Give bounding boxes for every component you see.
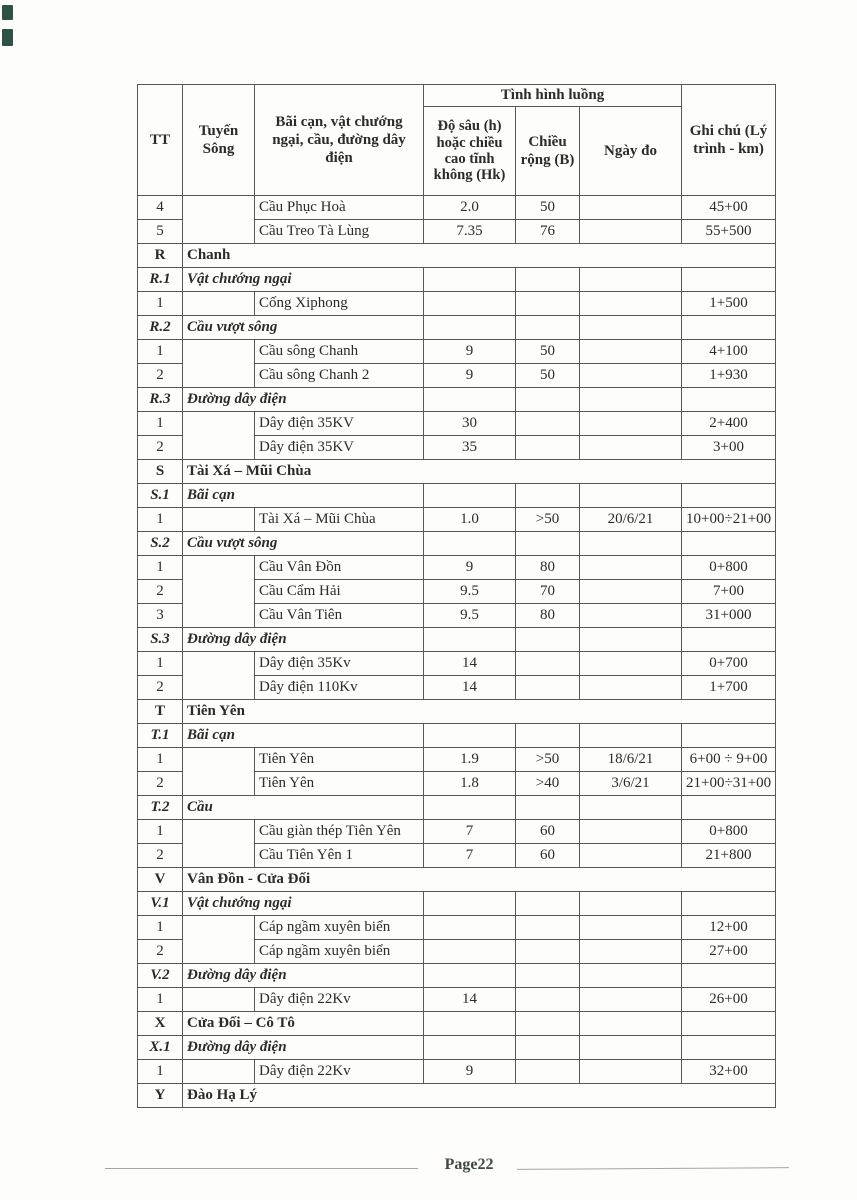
empty-cell xyxy=(682,1012,776,1036)
item-index: 1 xyxy=(138,556,183,580)
depth-value: 14 xyxy=(424,988,516,1012)
empty-cell xyxy=(424,1012,516,1036)
section-index: R.3 xyxy=(138,388,183,412)
depth-value: 14 xyxy=(424,652,516,676)
obstacle-name: Cầu Vân Tiên xyxy=(255,604,424,628)
obstacle-name: Cống Xiphong xyxy=(255,292,424,316)
width-value: 50 xyxy=(516,340,580,364)
section-index: T.1 xyxy=(138,724,183,748)
section-title: Cầu vượt sông xyxy=(183,532,424,556)
width-value xyxy=(516,412,580,436)
empty-cell xyxy=(516,532,580,556)
note-value: 1+930 xyxy=(682,364,776,388)
route-cell xyxy=(183,196,255,244)
date-value: 18/6/21 xyxy=(580,748,682,772)
empty-cell xyxy=(424,532,516,556)
section-title: Bãi cạn xyxy=(183,724,424,748)
obstacle-name: Cầu Vân Đồn xyxy=(255,556,424,580)
date-value xyxy=(580,916,682,940)
width-value xyxy=(516,916,580,940)
item-index: 2 xyxy=(138,436,183,460)
obstacle-name: Dây điện 22Kv xyxy=(255,988,424,1012)
section-title: Đường dây điện xyxy=(183,388,424,412)
date-value xyxy=(580,412,682,436)
obstacle-name: Cáp ngầm xuyên biển xyxy=(255,916,424,940)
subsection-row xyxy=(138,1036,776,1060)
item-row xyxy=(138,556,776,580)
depth-value: 2.0 xyxy=(424,196,516,220)
note-value: 26+00 xyxy=(682,988,776,1012)
item-row xyxy=(138,292,776,316)
date-value xyxy=(580,436,682,460)
section-title: Tài Xá – Mũi Chùa xyxy=(183,460,776,484)
empty-cell xyxy=(424,964,516,988)
empty-cell xyxy=(682,964,776,988)
section-title: Vật chướng ngại xyxy=(183,892,424,916)
depth-value: 9 xyxy=(424,364,516,388)
empty-cell xyxy=(424,796,516,820)
width-value xyxy=(516,940,580,964)
date-value xyxy=(580,676,682,700)
item-index: 2 xyxy=(138,580,183,604)
section-title: Vân Đồn - Cửa Đối xyxy=(183,868,776,892)
subsection-row xyxy=(138,724,776,748)
width-value: 60 xyxy=(516,820,580,844)
item-index: 1 xyxy=(138,916,183,940)
obstacle-name: Cầu sông Chanh 2 xyxy=(255,364,424,388)
section-index: V.2 xyxy=(138,964,183,988)
empty-cell xyxy=(516,316,580,340)
route-cell xyxy=(183,556,255,628)
note-value: 7+00 xyxy=(682,580,776,604)
empty-cell xyxy=(424,892,516,916)
empty-cell xyxy=(682,628,776,652)
date-value: 3/6/21 xyxy=(580,772,682,796)
footer-rule-right xyxy=(517,1167,789,1170)
width-value xyxy=(516,988,580,1012)
subsection-row xyxy=(138,268,776,292)
width-value xyxy=(516,436,580,460)
channel-status-table xyxy=(137,84,776,1108)
depth-value: 7.35 xyxy=(424,220,516,244)
header-tuyen-song: Tuyến Sông xyxy=(183,85,255,196)
obstacle-name: Cầu Tiên Yên 1 xyxy=(255,844,424,868)
note-value: 6+00 ÷ 9+00 xyxy=(682,748,776,772)
item-index: 3 xyxy=(138,604,183,628)
date-value xyxy=(580,1060,682,1084)
depth-value: 9.5 xyxy=(424,580,516,604)
item-index: 1 xyxy=(138,412,183,436)
date-value xyxy=(580,988,682,1012)
item-row xyxy=(138,820,776,844)
note-value: 1+500 xyxy=(682,292,776,316)
empty-cell xyxy=(682,316,776,340)
item-index: 1 xyxy=(138,508,183,532)
section-index: Y xyxy=(138,1084,183,1108)
section-title: Cầu xyxy=(183,796,424,820)
section-index: S.3 xyxy=(138,628,183,652)
subsection-row xyxy=(138,892,776,916)
note-value: 31+000 xyxy=(682,604,776,628)
date-value xyxy=(580,604,682,628)
section-index: V xyxy=(138,868,183,892)
depth-value xyxy=(424,292,516,316)
depth-value: 1.9 xyxy=(424,748,516,772)
empty-cell xyxy=(424,484,516,508)
empty-cell xyxy=(516,628,580,652)
item-row xyxy=(138,1060,776,1084)
item-row xyxy=(138,340,776,364)
note-value: 2+400 xyxy=(682,412,776,436)
route-cell xyxy=(183,508,255,532)
item-row xyxy=(138,412,776,436)
section-title: Bãi cạn xyxy=(183,484,424,508)
item-index: 1 xyxy=(138,1060,183,1084)
section-index: R.1 xyxy=(138,268,183,292)
date-value xyxy=(580,292,682,316)
item-index: 1 xyxy=(138,820,183,844)
item-index: 1 xyxy=(138,292,183,316)
item-index: 2 xyxy=(138,676,183,700)
note-value: 10+00÷21+00 xyxy=(682,508,776,532)
section-row xyxy=(138,868,776,892)
note-value: 21+00÷31+00 xyxy=(682,772,776,796)
section-title: Đường dây điện xyxy=(183,1036,424,1060)
empty-cell xyxy=(682,268,776,292)
width-value xyxy=(516,1060,580,1084)
item-row xyxy=(138,196,776,220)
empty-cell xyxy=(424,268,516,292)
empty-cell xyxy=(580,268,682,292)
empty-cell xyxy=(580,796,682,820)
date-value xyxy=(580,364,682,388)
empty-cell xyxy=(516,964,580,988)
item-row xyxy=(138,508,776,532)
obstacle-name: Cầu sông Chanh xyxy=(255,340,424,364)
route-cell xyxy=(183,340,255,388)
empty-cell xyxy=(516,724,580,748)
depth-value: 1.0 xyxy=(424,508,516,532)
obstacle-name: Cầu Cẩm Hải xyxy=(255,580,424,604)
section-title: Tiên Yên xyxy=(183,700,776,724)
width-value xyxy=(516,652,580,676)
subsection-row xyxy=(138,532,776,556)
date-value xyxy=(580,220,682,244)
item-row xyxy=(138,652,776,676)
width-value: >50 xyxy=(516,508,580,532)
route-cell xyxy=(183,748,255,796)
width-value: 80 xyxy=(516,556,580,580)
date-value xyxy=(580,580,682,604)
date-value xyxy=(580,196,682,220)
note-value: 45+00 xyxy=(682,196,776,220)
obstacle-name: Dây điện 22Kv xyxy=(255,1060,424,1084)
section-index: T.2 xyxy=(138,796,183,820)
table-body xyxy=(138,196,776,1108)
empty-cell xyxy=(424,316,516,340)
date-value xyxy=(580,340,682,364)
item-index: 1 xyxy=(138,748,183,772)
item-row xyxy=(138,988,776,1012)
obstacle-name: Dây điện 110Kv xyxy=(255,676,424,700)
section-row xyxy=(138,244,776,268)
footer-rule-left xyxy=(105,1168,418,1169)
route-cell xyxy=(183,292,255,316)
width-value: 60 xyxy=(516,844,580,868)
empty-cell xyxy=(580,316,682,340)
empty-cell xyxy=(580,628,682,652)
empty-cell xyxy=(682,532,776,556)
width-value xyxy=(516,676,580,700)
width-value: >40 xyxy=(516,772,580,796)
date-value xyxy=(580,556,682,580)
route-cell xyxy=(183,916,255,964)
route-cell xyxy=(183,652,255,700)
item-index: 2 xyxy=(138,844,183,868)
empty-cell xyxy=(682,484,776,508)
note-value: 4+100 xyxy=(682,340,776,364)
depth-value: 1.8 xyxy=(424,772,516,796)
empty-cell xyxy=(516,796,580,820)
width-value: 80 xyxy=(516,604,580,628)
page-footer xyxy=(0,1152,857,1192)
subsection-row xyxy=(138,388,776,412)
header-bai-can: Bãi cạn, vật chướng ngại, cầu, đường dây điện xyxy=(255,85,424,196)
note-value: 12+00 xyxy=(682,916,776,940)
scan-mark-icon xyxy=(2,5,13,20)
depth-value: 9 xyxy=(424,1060,516,1084)
subsection-row xyxy=(138,964,776,988)
subsection-row xyxy=(138,796,776,820)
depth-value: 14 xyxy=(424,676,516,700)
depth-value: 7 xyxy=(424,844,516,868)
route-cell xyxy=(183,1060,255,1084)
obstacle-name: Dây điện 35KV xyxy=(255,436,424,460)
obstacle-name: Tiên Yên xyxy=(255,772,424,796)
empty-cell xyxy=(424,1036,516,1060)
date-value xyxy=(580,940,682,964)
empty-cell xyxy=(424,388,516,412)
section-index: X.1 xyxy=(138,1036,183,1060)
note-value: 0+800 xyxy=(682,820,776,844)
item-index: 2 xyxy=(138,364,183,388)
empty-cell xyxy=(682,796,776,820)
obstacle-name: Cáp ngầm xuyên biển xyxy=(255,940,424,964)
obstacle-name: Cầu Phục Hoà xyxy=(255,196,424,220)
section-title: Vật chướng ngại xyxy=(183,268,424,292)
section-index: R xyxy=(138,244,183,268)
depth-value xyxy=(424,940,516,964)
item-row xyxy=(138,748,776,772)
section-title: Chanh xyxy=(183,244,776,268)
subsection-row xyxy=(138,628,776,652)
obstacle-name: Tiên Yên xyxy=(255,748,424,772)
depth-value: 9 xyxy=(424,556,516,580)
section-index: T xyxy=(138,700,183,724)
obstacle-name: Dây điện 35KV xyxy=(255,412,424,436)
item-index: 1 xyxy=(138,988,183,1012)
empty-cell xyxy=(580,532,682,556)
width-value: 50 xyxy=(516,364,580,388)
header-ngay-do: Ngày đo xyxy=(580,107,682,196)
date-value xyxy=(580,652,682,676)
section-index: X xyxy=(138,1012,183,1036)
item-index: 1 xyxy=(138,340,183,364)
empty-cell xyxy=(580,388,682,412)
section-index: S.1 xyxy=(138,484,183,508)
header-ghi-chu: Ghi chú (Lý trình - km) xyxy=(682,85,776,196)
section-title: Đường dây điện xyxy=(183,628,424,652)
item-row xyxy=(138,916,776,940)
subsection-row xyxy=(138,316,776,340)
empty-cell xyxy=(516,1012,580,1036)
width-value: 76 xyxy=(516,220,580,244)
item-index: 2 xyxy=(138,940,183,964)
section-index: R.2 xyxy=(138,316,183,340)
note-value: 27+00 xyxy=(682,940,776,964)
route-cell xyxy=(183,820,255,868)
depth-value xyxy=(424,916,516,940)
note-value: 21+800 xyxy=(682,844,776,868)
item-index: 2 xyxy=(138,772,183,796)
header-do-sau: Độ sâu (h) hoặc chiều cao tĩnh không (Hk) xyxy=(424,107,516,196)
depth-value: 7 xyxy=(424,820,516,844)
section-row xyxy=(138,1012,776,1036)
item-index: 1 xyxy=(138,652,183,676)
note-value: 32+00 xyxy=(682,1060,776,1084)
empty-cell xyxy=(580,724,682,748)
width-value: 50 xyxy=(516,196,580,220)
empty-cell xyxy=(424,628,516,652)
empty-cell xyxy=(516,388,580,412)
date-value: 20/6/21 xyxy=(580,508,682,532)
empty-cell xyxy=(682,1036,776,1060)
section-index: S.2 xyxy=(138,532,183,556)
width-value: 70 xyxy=(516,580,580,604)
obstacle-name: Tài Xá – Mũi Chùa xyxy=(255,508,424,532)
empty-cell xyxy=(580,1036,682,1060)
header-chieu-rong: Chiều rộng (B) xyxy=(516,107,580,196)
empty-cell xyxy=(580,1012,682,1036)
depth-value: 30 xyxy=(424,412,516,436)
section-row xyxy=(138,1084,776,1108)
note-value: 55+500 xyxy=(682,220,776,244)
section-title: Đào Hạ Lý xyxy=(183,1084,776,1108)
empty-cell xyxy=(580,964,682,988)
section-title: Cầu vượt sông xyxy=(183,316,424,340)
note-value: 0+800 xyxy=(682,556,776,580)
depth-value: 35 xyxy=(424,436,516,460)
empty-cell xyxy=(516,1036,580,1060)
route-cell xyxy=(183,988,255,1012)
note-value: 0+700 xyxy=(682,652,776,676)
header-group-row xyxy=(138,85,776,107)
note-value: 3+00 xyxy=(682,436,776,460)
item-index: 5 xyxy=(138,220,183,244)
section-title: Cửa Đối – Cô Tô xyxy=(183,1012,424,1036)
section-index: S xyxy=(138,460,183,484)
empty-cell xyxy=(682,724,776,748)
section-row xyxy=(138,460,776,484)
depth-value: 9.5 xyxy=(424,604,516,628)
empty-cell xyxy=(682,388,776,412)
empty-cell xyxy=(580,484,682,508)
date-value xyxy=(580,844,682,868)
empty-cell xyxy=(682,892,776,916)
empty-cell xyxy=(516,268,580,292)
note-value: 1+700 xyxy=(682,676,776,700)
date-value xyxy=(580,820,682,844)
empty-cell xyxy=(516,892,580,916)
item-index: 4 xyxy=(138,196,183,220)
table-header xyxy=(138,85,776,196)
scan-mark-icon xyxy=(2,29,13,46)
section-title: Đường dây điện xyxy=(183,964,424,988)
route-cell xyxy=(183,412,255,460)
obstacle-name: Cầu giàn thép Tiên Yên xyxy=(255,820,424,844)
section-row xyxy=(138,700,776,724)
section-index: V.1 xyxy=(138,892,183,916)
depth-value: 9 xyxy=(424,340,516,364)
width-value: >50 xyxy=(516,748,580,772)
obstacle-name: Cầu Treo Tà Lùng xyxy=(255,220,424,244)
header-tt: TT xyxy=(138,85,183,196)
page-number: Page22 xyxy=(444,1156,494,1173)
subsection-row xyxy=(138,484,776,508)
obstacle-name: Dây điện 35Kv xyxy=(255,652,424,676)
empty-cell xyxy=(424,724,516,748)
empty-cell xyxy=(516,484,580,508)
width-value xyxy=(516,292,580,316)
empty-cell xyxy=(580,892,682,916)
header-tinh-hinh-luong: Tình hình luồng xyxy=(424,85,682,107)
